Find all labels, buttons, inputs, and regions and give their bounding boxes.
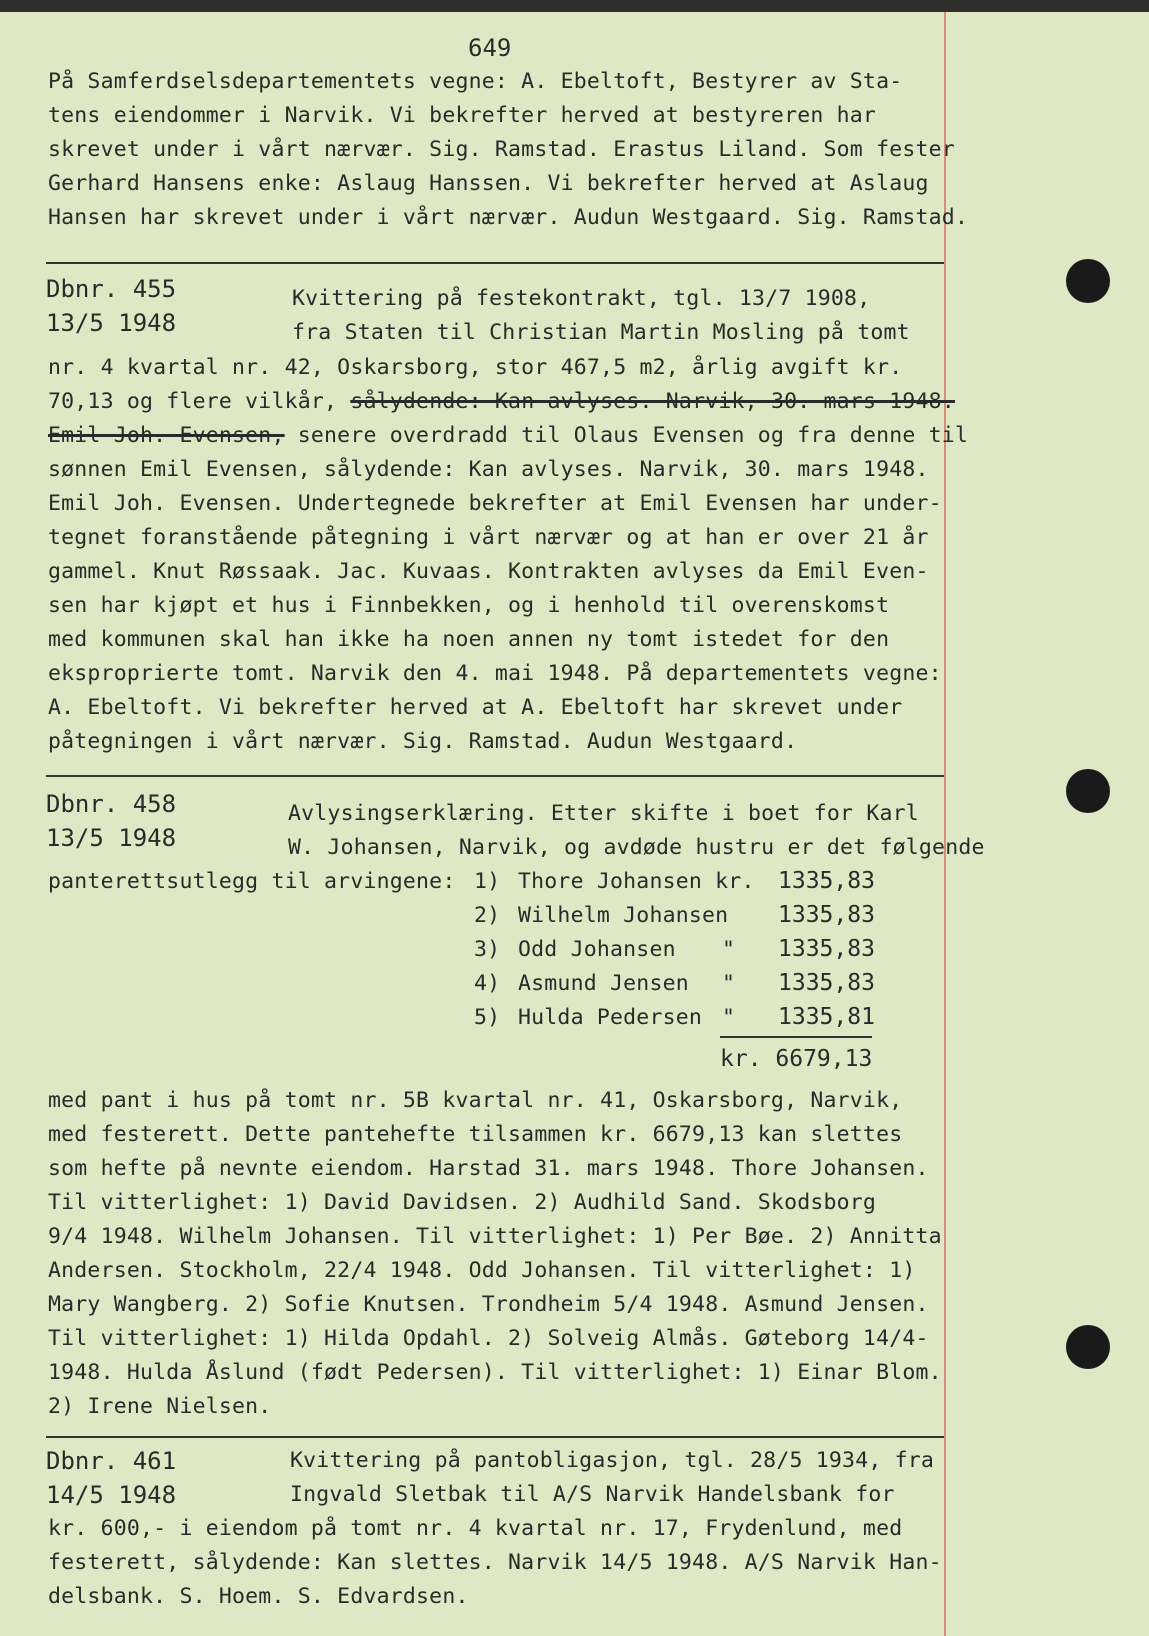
- scan-top-edge: [0, 0, 1149, 12]
- binder-hole: [1066, 259, 1110, 303]
- entry-line: A. Ebeltoft. Vi bekrefter herved at A. Ebeltoft har skrevet under: [48, 695, 903, 720]
- entry-date: 13/5 1948: [46, 309, 177, 337]
- entry-text: senere overdradd til Olaus Evensen og fra denne til: [297, 423, 969, 448]
- entry-line: [48, 387, 955, 417]
- entry-date: 13/5 1948: [46, 824, 177, 852]
- heir-no: 1): [474, 869, 501, 894]
- entry-line: med pant i hus på tomt nr. 5B kvartal nr. 41, Oskarsborg, Narvik,: [48, 1088, 903, 1113]
- entry-line: 9/4 1948. Wilhelm Johansen. Til vitterlighet: 1) Per Bøe. 2) Annitta: [48, 1224, 942, 1249]
- entry-heading-line: Avlysingserklæring. Etter skifte i boet for Karl: [288, 801, 919, 826]
- ditto-mark: ": [722, 1005, 736, 1030]
- entry-line: kr. 600,- i eiendom på tomt nr. 4 kvartal nr. 17, Frydenlund, med: [48, 1516, 903, 1541]
- heir-amount: 1335,83: [778, 970, 875, 996]
- ditto-mark: ": [722, 971, 736, 996]
- binder-hole: [1066, 1325, 1110, 1369]
- heir-name: Thore Johansen kr.: [518, 869, 755, 894]
- entry-line: som hefte på nevnte eiendom. Harstad 31. mars 1948. Thore Johansen.: [48, 1156, 929, 1181]
- entry-line: [48, 421, 968, 451]
- entry-dbnr: Dbnr. 461: [46, 1447, 177, 1475]
- heir-no: 2): [474, 903, 501, 928]
- heir-name: Hulda Pedersen: [518, 1005, 703, 1030]
- entry-line: 2) Irene Nielsen.: [48, 1394, 272, 1419]
- entry-line: med kommunen skal han ikke ha noen annen ny tomt istedet for den: [48, 627, 890, 652]
- sum-underline: [720, 1036, 872, 1038]
- entry-heading-line: Ingvald Sletbak til A/S Narvik Handelsbank for: [290, 1482, 895, 1507]
- entry-line: med festerett. Dette pantehefte tilsammen kr. 6679,13 kan slettes: [48, 1122, 903, 1147]
- entry-heading-line: W. Johansen, Narvik, og avdøde hustru er det følgende: [288, 835, 985, 860]
- heir-name: Odd Johansen: [518, 937, 676, 962]
- section-divider: [46, 775, 944, 777]
- heir-amount: 1335,83: [778, 936, 875, 962]
- intro-line: Gerhard Hansens enke: Aslaug Hanssen. Vi bekrefter herved at Aslaug: [48, 171, 929, 196]
- binder-hole: [1066, 769, 1110, 813]
- entry-line: Mary Wangberg. 2) Sofie Knutsen. Trondheim 5/4 1948. Asmund Jensen.: [48, 1292, 929, 1317]
- entry-line: festerett, sålydende: Kan slettes. Narvik 14/5 1948. A/S Narvik Han-: [48, 1550, 942, 1575]
- section-divider: [46, 1436, 944, 1438]
- intro-line: skrevet under i vårt nærvær. Sig. Ramstad. Erastus Liland. Som fester: [48, 137, 955, 162]
- struck-text: sålydende: Kan avlyses. Narvik, 30. mars 1948.: [350, 389, 955, 414]
- total-amount: kr. 6679,13: [720, 1046, 873, 1072]
- page-number: 649: [468, 34, 512, 62]
- entry-text: 70,13 og flere vilkår,: [48, 389, 338, 414]
- intro-line: Hansen har skrevet under i vårt nærvær. Audun Westgaard. Sig. Ramstad.: [48, 205, 969, 230]
- heir-amount: 1335,83: [778, 868, 875, 894]
- entry-heading-line: Kvittering på pantobligasjon, tgl. 28/5 1934, fra: [290, 1448, 935, 1473]
- heir-amount: 1335,83: [778, 902, 875, 928]
- entry-line: Emil Joh. Evensen. Undertegnede bekrefter at Emil Evensen har under-: [48, 491, 942, 516]
- entry-line: tegnet foranstående påtegning i vårt nærvær og at han er over 21 år: [48, 525, 929, 550]
- entry-heading-line: panterettsutlegg til arvingene:: [48, 869, 456, 894]
- entry-line: sen har kjøpt et hus i Finnbekken, og i henhold til overenskomst: [48, 593, 890, 618]
- entry-date: 14/5 1948: [46, 1481, 177, 1509]
- heir-name: Wilhelm Johansen: [518, 903, 729, 928]
- entry-line: delsbank. S. Hoem. S. Edvardsen.: [48, 1584, 469, 1609]
- heir-amount: 1335,81: [778, 1004, 875, 1030]
- intro-line: På Samferdselsdepartementets vegne: A. Ebeltoft, Bestyrer av Sta-: [48, 69, 903, 94]
- entry-dbnr: Dbnr. 458: [46, 790, 177, 818]
- heir-name: Asmund Jensen: [518, 971, 689, 996]
- heir-no: 3): [474, 937, 501, 962]
- struck-text: Emil Joh. Evensen,: [48, 423, 285, 448]
- entry-heading-line: fra Staten til Christian Martin Mosling på tomt: [292, 320, 910, 345]
- entry-line: Til vitterlighet: 1) David Davidsen. 2) Audhild Sand. Skodsborg: [48, 1190, 877, 1215]
- entry-dbnr: Dbnr. 455: [46, 275, 177, 303]
- ledger-page: [0, 12, 1149, 1636]
- intro-line: tens eiendommer i Narvik. Vi bekrefter herved at bestyreren har: [48, 103, 877, 128]
- margin-line: [944, 12, 946, 1636]
- entry-line: Andersen. Stockholm, 22/4 1948. Odd Johansen. Til vitterlighet: 1): [48, 1258, 916, 1283]
- entry-line: gammel. Knut Røssaak. Jac. Kuvaas. Kontrakten avlyses da Emil Even-: [48, 559, 929, 584]
- entry-heading-line: Kvittering på festekontrakt, tgl. 13/7 1908,: [292, 286, 871, 311]
- entry-line: nr. 4 kvartal nr. 42, Oskarsborg, stor 467,5 m2, årlig avgift kr.: [48, 355, 903, 380]
- entry-line: sønnen Emil Evensen, sålydende: Kan avlyses. Narvik, 30. mars 1948.: [48, 457, 929, 482]
- ditto-mark: ": [722, 937, 736, 962]
- heir-no: 5): [474, 1005, 501, 1030]
- entry-line: påtegningen i vårt nærvær. Sig. Ramstad. Audun Westgaard.: [48, 729, 798, 754]
- entry-line: 1948. Hulda Åslund (født Pedersen). Til vitterlighet: 1) Einar Blom.: [48, 1360, 942, 1385]
- entry-line: Til vitterlighet: 1) Hilda Opdahl. 2) Solveig Almås. Gøteborg 14/4-: [48, 1326, 929, 1351]
- heir-no: 4): [474, 971, 501, 996]
- section-divider: [46, 262, 944, 264]
- entry-line: eksproprierte tomt. Narvik den 4. mai 1948. På departementets vegne:: [48, 661, 942, 686]
